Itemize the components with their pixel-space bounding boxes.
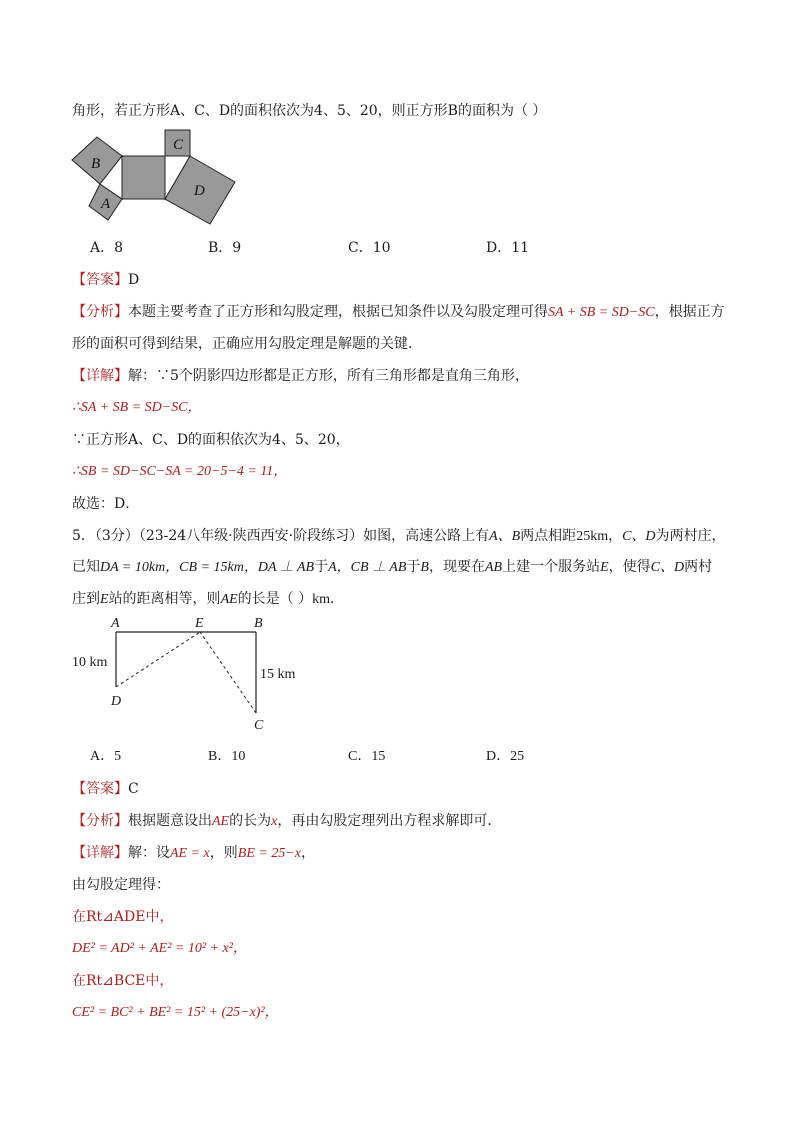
- q5-stem-math: E: [100, 592, 109, 607]
- center-square: [122, 156, 165, 199]
- q5-option-b: B．10: [208, 749, 246, 764]
- q5-stem-text: ，现要在: [428, 559, 485, 575]
- q5-stem-math: DA = 10km，CB = 15km，DA ⊥ AB: [100, 560, 315, 575]
- detail-text: ，则: [209, 845, 238, 861]
- detail-math: BE = 25−x: [237, 846, 301, 861]
- q5-stem-math: C、D: [622, 529, 656, 544]
- answer-value: D: [128, 272, 140, 288]
- label-cb-length: 15 km: [260, 667, 296, 682]
- q5-detail-line3: 在Rt⊿ADE中，: [72, 909, 174, 925]
- q4-analysis-line1: [72, 302, 725, 323]
- label-c: C: [254, 718, 264, 733]
- q5-stem-text: 已知: [72, 559, 100, 575]
- q5-stem-text: ，: [608, 528, 623, 544]
- q4-figure: [70, 126, 240, 221]
- detail-tag: 【详解】: [72, 368, 128, 384]
- q5-stem-math: AB: [484, 560, 503, 575]
- label-a: A: [111, 616, 120, 631]
- q5-stem-math: E: [600, 560, 609, 575]
- label-a: A: [101, 196, 111, 212]
- q5-stem-math: 25km: [576, 529, 609, 544]
- q5-detail-line4: DE² = AD² + AE² = 10² + x²，: [72, 941, 247, 956]
- q5-stem-text: 站的距离相等，则: [108, 591, 221, 607]
- q5-stem-text: 为两村庄，: [655, 528, 726, 544]
- q5-stem-text: ，使得: [608, 559, 651, 575]
- analysis-text-2: ，根据正方: [654, 304, 725, 320]
- answer-tag: 【答案】: [72, 781, 128, 797]
- q5-stem-line3: [72, 589, 344, 610]
- analysis-formula-s: S: [548, 305, 555, 320]
- analysis-text: 的长为: [229, 813, 272, 829]
- q5-option-a: A．5: [90, 749, 122, 764]
- q5-stem-math: C、D: [650, 560, 685, 575]
- q5-detail-line2: 由勾股定理得：: [72, 877, 170, 893]
- label-c: C: [173, 137, 184, 153]
- q4-answer: [72, 270, 139, 290]
- q4-detail-line1: [72, 366, 529, 386]
- q4-detail-line4: ∴SB = SD−SC−SA = 20−5−4 = 11，: [72, 464, 288, 479]
- segment-de: [116, 632, 200, 687]
- q5-stem-text: 庄到: [72, 591, 100, 607]
- q4-option-b: B．9: [208, 240, 242, 256]
- label-b: B: [91, 156, 101, 172]
- q5-analysis: [72, 811, 501, 832]
- q5-stem-text: 于: [314, 559, 329, 575]
- q5-stem-math: A、B: [489, 529, 521, 544]
- q5-stem-math: A，CB ⊥ AB: [328, 560, 407, 575]
- analysis-formula: A + SB = SD−SC: [555, 305, 655, 320]
- analysis-math: x: [271, 814, 278, 829]
- q4-analysis-line2: 形的面积可得到结果，正确应用勾股定理是解题的关键．: [72, 336, 422, 352]
- detail-text: ，: [300, 845, 315, 861]
- q5-stem-text: 上建一个服务站: [502, 559, 601, 575]
- q4-detail-line3: ∵正方形A、C、D的面积依次为4、5、20，: [72, 432, 350, 448]
- q4-option-d: D．11: [486, 240, 530, 256]
- analysis-math: AE: [212, 814, 230, 829]
- q5-stem-text: 5．（3分）（23-24八年级·陕西西安·阶段练习）如图，高速公路上有: [72, 528, 490, 544]
- label-da-length: 10 km: [72, 655, 108, 670]
- q5-option-d: D．25: [486, 749, 525, 764]
- analysis-tag: 【分析】: [72, 304, 128, 320]
- analysis-text: 根据题意设出: [128, 813, 212, 829]
- q5-stem-text: 于: [406, 559, 421, 575]
- analysis-text: ，再由勾股定理列出方程求解即可．: [277, 813, 502, 829]
- detail-text: 解：设: [128, 845, 170, 861]
- q5-detail-line1: [72, 843, 315, 864]
- q4-option-a: A．8: [90, 240, 124, 256]
- q5-stem-math: AE: [220, 592, 238, 607]
- analysis-tag: 【分析】: [72, 813, 128, 829]
- q4-detail-line5: 故选：D．: [72, 496, 140, 512]
- detail-text: 解：∵5个阴影四边形都是正方形，所有三角形都是直角三角形，: [128, 368, 529, 384]
- q5-stem-line2: [72, 557, 712, 578]
- q5-stem-text: 的长是（ ）: [237, 591, 313, 607]
- q4-stem: 角形，若正方形A、C、D的面积依次为4、5、20，则正方形B的面积为（ ）: [72, 103, 547, 119]
- q5-figure: [70, 612, 310, 737]
- q5-stem-text: ．: [330, 591, 345, 607]
- q5-stem-line1: [72, 526, 726, 547]
- q5-answer: [72, 779, 139, 799]
- segment-ce: [200, 632, 256, 713]
- analysis-text-1: 本题主要考查了正方形和勾股定理，根据已知条件以及勾股定理可得: [128, 304, 548, 320]
- answer-tag: 【答案】: [72, 272, 128, 288]
- answer-value: C: [128, 781, 139, 797]
- label-b: B: [254, 616, 263, 631]
- detail-tag: 【详解】: [72, 845, 128, 861]
- q5-stem-text: 两村: [684, 559, 713, 575]
- q5-detail-line6: CE² = BC² + BE² = 15² + (25−x)²，: [72, 1005, 279, 1020]
- detail-math: AE = x: [170, 846, 210, 861]
- label-e: E: [195, 616, 204, 631]
- q5-option-c: C．15: [348, 749, 386, 764]
- label-d: D: [194, 183, 205, 199]
- q5-detail-line5: 在Rt⊿BCE中，: [72, 973, 174, 989]
- q5-stem-math: km: [312, 592, 331, 607]
- q5-stem-math: B: [420, 560, 429, 575]
- q5-stem-text: 两点相距: [520, 528, 577, 544]
- label-d: D: [111, 694, 122, 709]
- q4-option-c: C．10: [348, 240, 391, 256]
- q4-detail-line2: ∴SA + SB = SD−SC，: [72, 400, 202, 415]
